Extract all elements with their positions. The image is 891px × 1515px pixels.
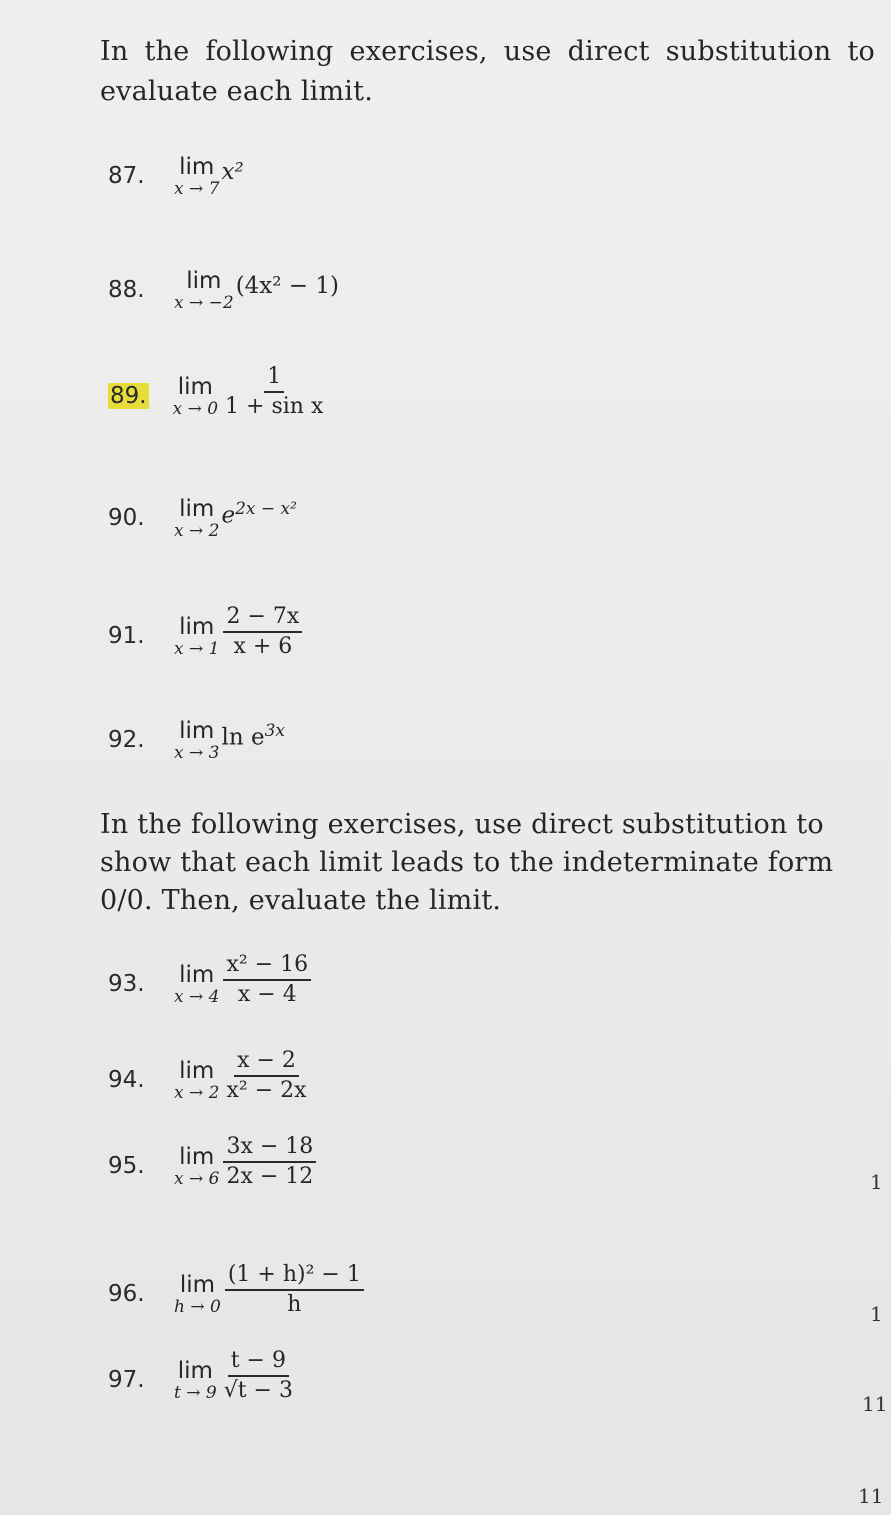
limit-approach: t → 9 bbox=[174, 1383, 217, 1403]
numerator: 2 − 7x bbox=[223, 604, 302, 633]
numerator: 3x − 18 bbox=[223, 1134, 316, 1163]
numerator: 1 bbox=[264, 364, 284, 393]
exercise-number: 94. bbox=[108, 1067, 145, 1093]
exercise-number: 91. bbox=[108, 623, 145, 649]
limit-approach: x → 6 bbox=[174, 1169, 220, 1189]
limit-approach: x → 0 bbox=[172, 399, 219, 419]
limit-operator: lim x → 7 bbox=[174, 154, 220, 199]
limit-fraction bbox=[223, 1048, 309, 1104]
limit-operator: lim x → 0 bbox=[172, 374, 219, 419]
exercise-94 bbox=[108, 1040, 310, 1120]
margin-fragment: 1 bbox=[870, 1302, 883, 1326]
margin-fragment: 11 bbox=[858, 1484, 884, 1508]
limit-fraction bbox=[223, 1134, 316, 1190]
limit-approach: x → 2 bbox=[174, 1083, 220, 1103]
exercise-91 bbox=[108, 596, 302, 676]
denominator: x² − 2x bbox=[226, 1078, 307, 1103]
numerator: x − 2 bbox=[234, 1048, 299, 1077]
limit-approach: x → 4 bbox=[174, 987, 220, 1007]
expression-base: ln e bbox=[221, 724, 265, 751]
exercise-88 bbox=[108, 250, 339, 330]
limit-fraction bbox=[225, 1262, 364, 1318]
limit-operator: lim x → −2 bbox=[174, 268, 234, 313]
exercise-90 bbox=[108, 478, 297, 558]
expression-base: e bbox=[221, 502, 236, 529]
exercise-number: 87. bbox=[108, 163, 145, 189]
limit-operator: lim x → 1 bbox=[174, 614, 220, 659]
limit-operator: lim x → 4 bbox=[174, 962, 220, 1007]
limit-approach: h → 0 bbox=[174, 1297, 221, 1317]
limit-expression bbox=[221, 721, 285, 751]
exercise-number: 93. bbox=[108, 971, 145, 997]
limit-expression bbox=[221, 499, 296, 529]
section-instructions-direct-substitution: In the following exercises, use direct substitution to evaluate each limit. bbox=[100, 36, 875, 107]
expression-exponent: 2x − x² bbox=[235, 499, 297, 520]
limit-fraction bbox=[222, 364, 326, 420]
exercise-number: 92. bbox=[108, 727, 145, 753]
margin-fragment: 1 bbox=[870, 1170, 883, 1194]
limit-expression: (4x² − 1) bbox=[235, 273, 340, 299]
limit-operator: lim x → 3 bbox=[174, 718, 220, 763]
margin-fragment: 11 bbox=[862, 1392, 888, 1416]
exercise-number: 95. bbox=[108, 1153, 145, 1179]
exercise-number: 97. bbox=[108, 1367, 145, 1393]
exercise-87 bbox=[108, 136, 244, 216]
denominator: x − 4 bbox=[237, 982, 297, 1007]
exercise-96 bbox=[108, 1254, 364, 1334]
limit-fraction bbox=[223, 952, 311, 1008]
limit-approach: x → −2 bbox=[174, 293, 234, 313]
limit-operator: lim x → 2 bbox=[174, 1058, 220, 1103]
limit-fraction bbox=[223, 604, 302, 660]
limit-approach: x → 1 bbox=[174, 639, 220, 659]
numerator: x² − 16 bbox=[223, 952, 311, 981]
limit-fraction bbox=[221, 1348, 296, 1404]
exercise-number: 90. bbox=[108, 505, 145, 531]
limit-operator: lim h → 0 bbox=[174, 1272, 221, 1317]
numerator: t − 9 bbox=[228, 1348, 289, 1377]
limit-operator: lim t → 9 bbox=[174, 1358, 217, 1403]
denominator: h bbox=[287, 1292, 302, 1317]
expression-exponent: 3x bbox=[264, 721, 285, 742]
exercise-number: 96. bbox=[108, 1281, 145, 1307]
exercise-92 bbox=[108, 700, 285, 780]
exercise-89 bbox=[108, 356, 326, 436]
exercise-93 bbox=[108, 944, 311, 1024]
exercise-number-highlighted: 89. bbox=[110, 383, 147, 409]
limit-operator: lim x → 6 bbox=[174, 1144, 220, 1189]
denominator: √t − 3 bbox=[223, 1378, 293, 1403]
section-instructions-indeterminate-form: In the following exercises, use direct substitution to show that each limit leads to the indeterminate form 0/0. Then, evaluate the limit. bbox=[100, 809, 834, 916]
denominator: x + 6 bbox=[233, 634, 293, 659]
limit-operator: lim x → 2 bbox=[174, 496, 220, 541]
denominator: 2x − 12 bbox=[226, 1164, 314, 1189]
limit-approach: x → 7 bbox=[174, 179, 220, 199]
numerator: (1 + h)² − 1 bbox=[225, 1262, 364, 1291]
exercise-number: 88. bbox=[108, 277, 145, 303]
limit-approach: x → 3 bbox=[174, 743, 220, 763]
exercise-95 bbox=[108, 1126, 316, 1206]
limit-approach: x → 2 bbox=[174, 521, 220, 541]
limit-expression: x² bbox=[221, 159, 244, 185]
denominator: 1 + sin x bbox=[225, 394, 324, 419]
exercise-97 bbox=[108, 1340, 296, 1420]
